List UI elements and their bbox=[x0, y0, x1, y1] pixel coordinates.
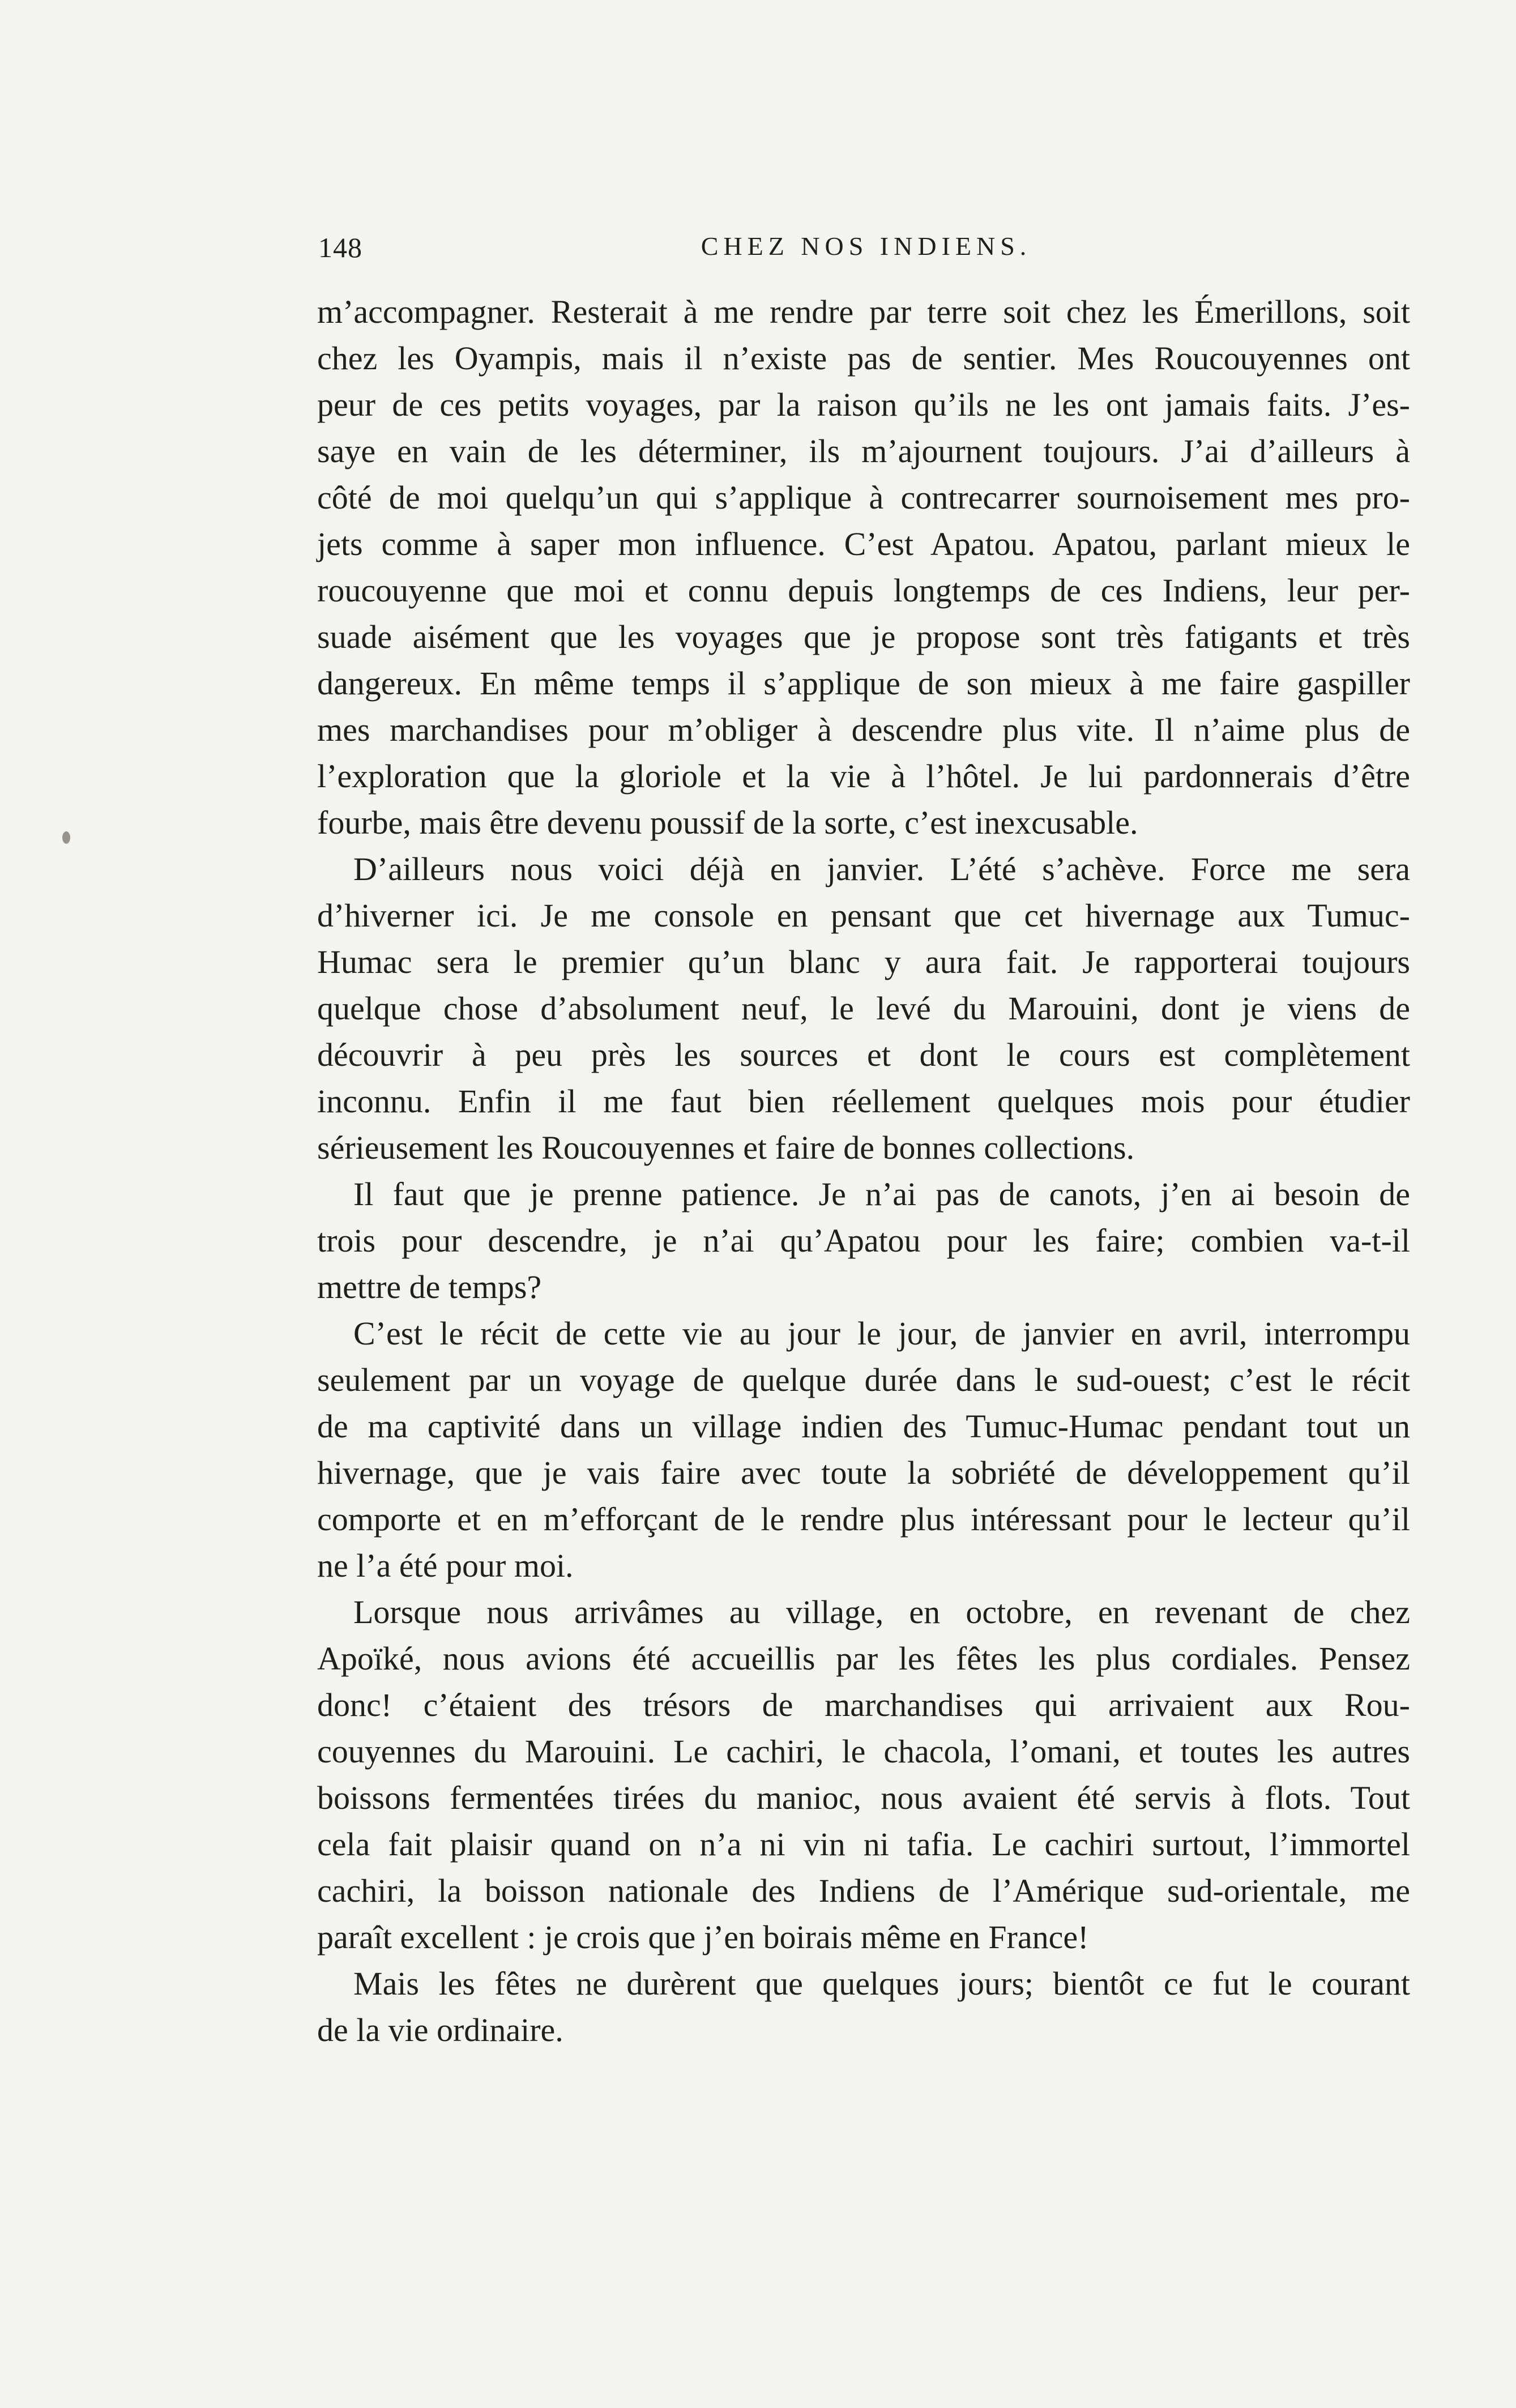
text-line: inconnu. Enfin il me faut bien réellement quelques mois pour étudier bbox=[317, 1083, 1410, 1120]
text-line: m’accompagner. Resterait à me rendre par terre soit chez les Émerillons, soit bbox=[317, 293, 1410, 330]
text-line: paraît excellent : je crois que j’en boirais même en France! bbox=[317, 1919, 1089, 1956]
text-line: cela fait plaisir quand on n’a ni vin ni tafia. Le cachiri surtout, l’immortel bbox=[317, 1826, 1410, 1863]
text-line: jets comme à saper mon influence. C’est Apatou. Apatou, parlant mieux le bbox=[317, 526, 1410, 562]
text-line: couyennes du Marouini. Le cachiri, le chacola, l’omani, et toutes les autres bbox=[317, 1733, 1410, 1770]
text-line: Lorsque nous arrivâmes au village, en octobre, en revenant de chez bbox=[353, 1594, 1410, 1630]
text-line: de ma captivité dans un village indien des Tumuc-Humac pendant tout un bbox=[317, 1408, 1410, 1445]
text-line: roucouyenne que moi et connu depuis longtemps de ces Indiens, leur per- bbox=[317, 572, 1410, 609]
text-line: côté de moi quelqu’un qui s’applique à contrecarrer sournoisement mes pro- bbox=[317, 479, 1410, 516]
text-line: l’exploration que la gloriole et la vie à l’hôtel. Je lui pardonnerais d’être bbox=[317, 758, 1410, 795]
text-line: de la vie ordinaire. bbox=[317, 2012, 563, 2048]
text-line: saye en vain de les déterminer, ils m’ajournent toujours. J’ai d’ailleurs à bbox=[317, 433, 1410, 469]
text-line: quelque chose d’absolument neuf, le levé du Marouini, dont je viens de bbox=[317, 990, 1410, 1027]
text-line: suade aisément que les voyages que je propose sont très fatigants et très bbox=[317, 618, 1410, 655]
text-line: boissons fermentées tirées du manioc, nous avaient été servis à flots. Tout bbox=[317, 1779, 1410, 1816]
text-line: comporte et en m’efforçant de le rendre plus intéressant pour le lecteur qu’il bbox=[317, 1501, 1410, 1538]
text-line: C’est le récit de cette vie au jour le jour, de janvier en avril, interrompu bbox=[353, 1315, 1410, 1352]
text-line: Humac sera le premier qu’un blanc y aura fait. Je rapporterai toujours bbox=[317, 943, 1410, 980]
text-line: Il faut que je prenne patience. Je n’ai pas de canots, j’en ai besoin de bbox=[353, 1176, 1410, 1212]
text-line: peur de ces petits voyages, par la raison qu’ils ne les ont jamais faits. J’es- bbox=[317, 386, 1410, 423]
text-line: sérieusement les Roucouyennes et faire de bonnes collections. bbox=[317, 1129, 1135, 1166]
text-line: hivernage, que je vais faire avec toute la sobriété de développement qu’il bbox=[317, 1454, 1410, 1491]
running-title: CHEZ NOS INDIENS. bbox=[701, 232, 1032, 261]
text-line: d’hiverner ici. Je me console en pensant que cet hivernage aux Tumuc- bbox=[317, 897, 1410, 934]
text-line: Apoïké, nous avions été accueillis par les fêtes les plus cordiales. Pensez bbox=[317, 1640, 1410, 1677]
text-line: trois pour descendre, je n’ai qu’Apatou pour les faire; combien va-t-il bbox=[317, 1222, 1410, 1259]
text-line: D’ailleurs nous voici déjà en janvier. L’été s’achève. Force me sera bbox=[353, 851, 1410, 887]
text-line: donc! c’étaient des trésors de marchandises qui arrivaient aux Rou- bbox=[317, 1687, 1410, 1723]
text-line: ne l’a été pour moi. bbox=[317, 1547, 574, 1584]
text-line: mes marchandises pour m’obliger à descendre plus vite. Il n’aime plus de bbox=[317, 711, 1410, 748]
text-line: mettre de temps? bbox=[317, 1269, 542, 1305]
text-line: seulement par un voyage de quelque durée dans le sud-ouest; c’est le récit bbox=[317, 1361, 1410, 1398]
text-line: chez les Oyampis, mais il n’existe pas de sentier. Mes Roucouyennes ont bbox=[317, 340, 1410, 377]
text-line: Mais les fêtes ne durèrent que quelques jours; bientôt ce fut le courant bbox=[353, 1965, 1410, 2002]
body-text bbox=[317, 289, 1410, 2053]
page-header bbox=[318, 231, 1414, 271]
text-line: fourbe, mais être devenu poussif de la sorte, c’est inexcusable. bbox=[317, 804, 1138, 841]
text-line: dangereux. En même temps il s’applique de son mieux à me faire gaspiller bbox=[317, 665, 1410, 702]
text-line: cachiri, la boisson nationale des Indiens de l’Amérique sud-orientale, me bbox=[317, 1872, 1410, 1909]
page-number: 148 bbox=[318, 232, 362, 263]
ink-speck bbox=[62, 831, 70, 844]
text-line: découvrir à peu près les sources et dont le cours est complètement bbox=[317, 1036, 1410, 1073]
